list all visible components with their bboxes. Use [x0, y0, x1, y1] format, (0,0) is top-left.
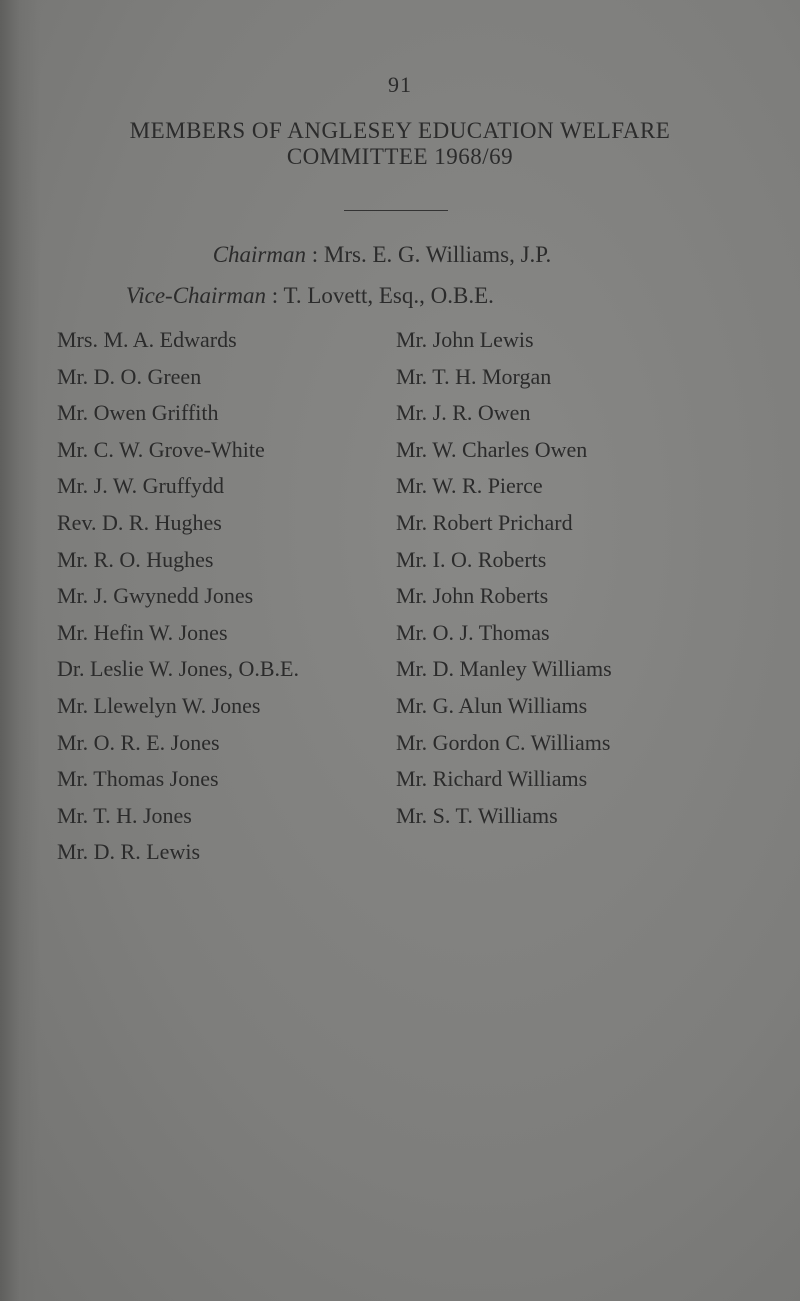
vice-chairman-name: T. Lovett, Esq., O.B.E. — [283, 283, 494, 308]
chairman-line — [0, 242, 800, 268]
member-name: Mr. Richard Williams — [396, 766, 588, 792]
member-name: Mr. T. H. Morgan — [396, 363, 552, 389]
members-left-column — [57, 322, 299, 871]
member-name: Mr. S. T. Williams — [396, 802, 558, 828]
chairman-role: Chairman — [212, 242, 306, 267]
member-name: Mr. C. W. Grove-White — [57, 436, 265, 462]
member-name: Mr. Robert Prichard — [396, 509, 573, 535]
member-name: Mr. D. Manley Williams — [396, 656, 612, 682]
member-name: Mr. I. O. Roberts — [396, 546, 547, 572]
member-name: Mr. O. J. Thomas — [396, 619, 550, 645]
member-name: Mr. R. O. Hughes — [57, 546, 214, 572]
member-name: Mr. Gordon C. Williams — [396, 729, 611, 755]
member-name: Dr. Leslie W. Jones, O.B.E. — [57, 656, 299, 682]
member-name: Mr. J. W. Gruffydd — [57, 473, 225, 499]
page-number: 91 — [388, 72, 412, 97]
chairman-name: Mrs. E. G. Williams, J.P. — [323, 242, 552, 267]
title-line-1: MEMBERS OF ANGLESEY EDUCATION WELFARE — [129, 118, 671, 143]
page-edge-shadow — [0, 0, 40, 1301]
member-name: Mr. J. R. Owen — [396, 400, 531, 426]
member-name: Mr. Hefin W. Jones — [57, 619, 228, 645]
member-name: Mr. W. Charles Owen — [396, 436, 588, 462]
member-name: Mr. G. Alun Williams — [396, 692, 588, 718]
member-name: Mr. Llewelyn W. Jones — [57, 692, 261, 718]
title-line-2: COMMITTEE 1968/69 — [286, 144, 514, 169]
member-name: Mrs. M. A. Edwards — [57, 327, 237, 352]
title-divider — [344, 210, 448, 211]
member-name: Mr. T. H. Jones — [57, 802, 192, 828]
vice-chairman-line — [0, 283, 800, 309]
vice-chairman-role: Vice-Chairman — [125, 283, 266, 308]
member-name: Mr. John Lewis — [396, 327, 534, 352]
member-name: Mr. J. Gwynedd Jones — [57, 583, 254, 609]
member-name: Mr. W. R. Pierce — [396, 473, 543, 499]
member-name: Mr. John Roberts — [396, 583, 549, 609]
member-name: Mr. O. R. E. Jones — [57, 729, 220, 755]
member-name: Mr. Owen Griffith — [57, 400, 219, 426]
member-name: Mr. D. R. Lewis — [57, 839, 200, 865]
members-right-column — [396, 322, 612, 834]
document-title — [0, 118, 800, 170]
member-name: Rev. D. R. Hughes — [57, 509, 222, 535]
chairman-colon: : — [306, 242, 324, 267]
vice-chairman-colon: : — [266, 283, 284, 308]
member-name: Mr. Thomas Jones — [57, 766, 219, 792]
member-name: Mr. D. O. Green — [57, 363, 202, 389]
